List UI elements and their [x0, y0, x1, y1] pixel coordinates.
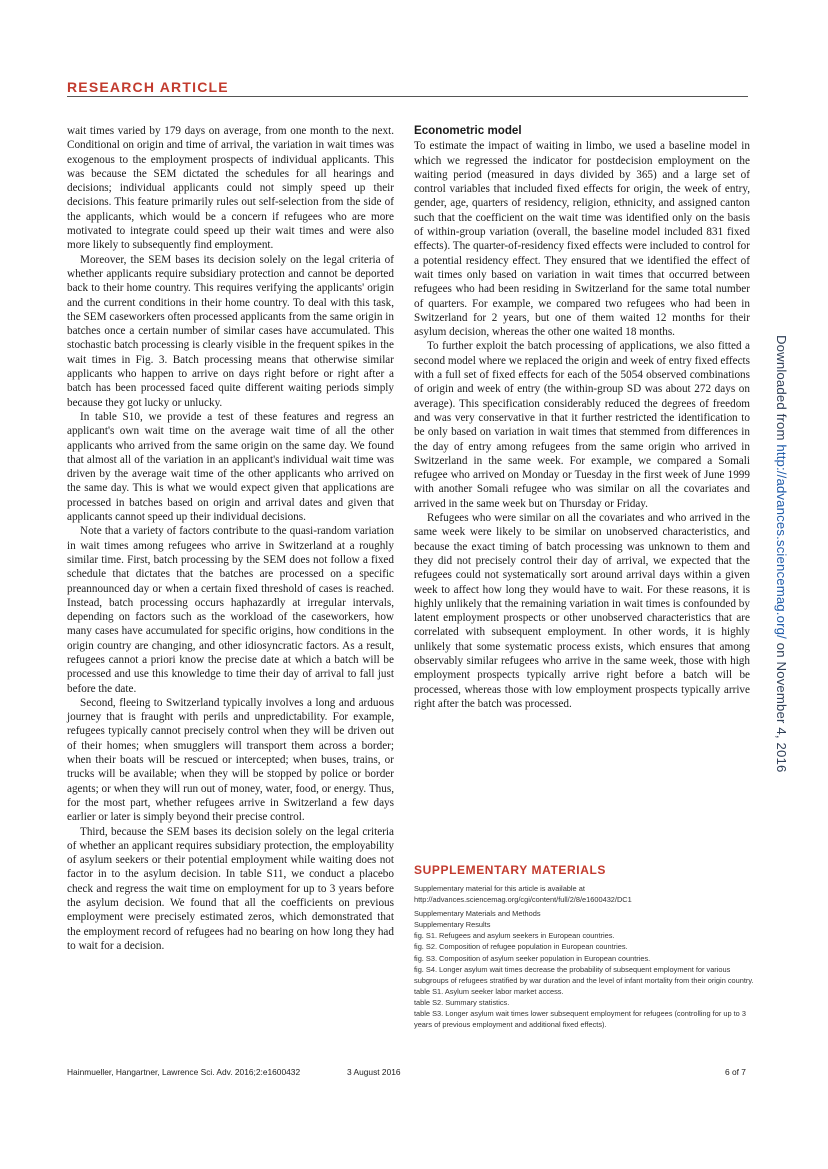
subsection-heading: Econometric model: [414, 124, 522, 137]
body-paragraph: Second, fleeing to Switzerland typically involves a long and arduous journey that is fraught with perils and unpredictability. For example, refugees typically cannot precisely control when they will be driven out of their homes; when smugglers will transport them across a border; when their boats will be rescued or intercepted; when buses, trains, or trucks will be available; when they will be stopped by police or border agents; or when they will run out of money, water, food, or energy. Thus, for the most part, whether refugees arrive in Switzerland a few days earlier or later is simply beyond their precise control.: [67, 696, 394, 824]
body-paragraph: Refugees who were similar on all the covariates and who arrived in the same week were likely to be similar on unobserved characteristics, and because the exact timing of batch processing was unknown to them and they did not precisely control their day of arrival, we expected that the refugees could not systematically sort around arrival days within a given week to affect how long they would have to wait. For these reasons, it is highly unlikely that the remaining variation in wait times is confounded by latent employment prospects or other unobserved characteristics that are correlated with subsequent employment. In other words, it is highly unlikely that some systematic process exists, which ensures that among observably similar refugees who arrive in the same week, those with high employment prospects typically arrive right before a batch will be processed, whereas those with low employment prospects typically arrive right after the batch was processed.: [414, 512, 750, 710]
page-number: 6 of 7: [725, 1067, 746, 1077]
supplementary-item: table S3. Longer asylum wait times lower subsequent employment for refugees (controlling for up to 3 years of previous employment and additional fixed effects).: [414, 1009, 746, 1030]
supplementary-heading: SUPPLEMENTARY MATERIALS: [414, 863, 607, 877]
section-label: RESEARCH ARTICLE: [67, 79, 229, 95]
footer-citation: Hainmueller, Hangartner, Lawrence Sci. Adv. 2016;2:e1600432: [67, 1067, 301, 1077]
supplementary-intro: Supplementary material for this article is available at http://advances.sciencemag.org/cgi/content/full/2/8/e1600432/DC1: [414, 884, 632, 905]
supplementary-materials: [414, 863, 754, 1030]
supplementary-item: fig. S1. Refugees and asylum seekers in European countries.: [414, 931, 615, 941]
footer-date: 3 August 2016: [347, 1067, 401, 1077]
body-paragraph: To further exploit the batch processing of applications, we also fitted a second model where we replaced the origin and week of entry fixed effects with a full set of fixed effects for each of the 5054 observed combinations of origin and week of entry (the within-group SD was about 272 days on average). This specification considerably reduced the degrees of freedom and was very conservative in that it further restricted the identification to be only based on variation in wait times that stemmed from differences in the day of entry among refugees from the same origin who arrived in Switzerland in the same week. For example, we compared a Somali refugee who arrived on Monday or Tuesday in the first week of June 1999 with another Somali refugee who was similar on all the covariates and arrived in the same week but on Thursday or Friday.: [414, 340, 750, 510]
supplementary-item: Supplementary Materials and Methods: [414, 909, 541, 919]
supplementary-item: Supplementary Results: [414, 920, 491, 930]
download-link[interactable]: http://advances.sciencemag.org/: [774, 444, 789, 639]
body-paragraph: wait times varied by 179 days on average, from one month to the next. Conditional on origin and time of arrival, the variation in wait times was exogenous to the employment prospects of individual applicants. This was because the SEM dictated the schedules for all hearings and decisions; individual applicants could not simply speed up their decisions. This feature primarily rules out self-selection from the side of the applicants, which would be a concern if refugees who are more motivated to integrate could speed up their wait times and were also more likely to subsequently find employment.: [67, 125, 394, 252]
download-date: on November 4, 2016: [774, 638, 789, 773]
supplementary-item: fig. S4. Longer asylum wait times decrease the probability of subsequent employment for various subgroups of refugees stratified by war duration and the level of infant mortality from their origin country.: [414, 964, 754, 985]
download-prefix: Downloaded from: [774, 335, 789, 445]
supplementary-list: [414, 908, 754, 1030]
body-paragraph: Note that a variety of factors contribute to the quasi-random variation in wait times among refugees who arrive in Switzerland at a roughly similar time. First, batch processing by the SEM does not follow a fixed schedule that dictates that the batches are processed on a specific preannounced day or when a certain fixed threshold of cases is reached. Instead, batch processing occurs haphazardly at irregular intervals, depending on factors such as the workload of the caseworkers, how many cases have accumulated for specific origins, how conditions in the origin country are changing, and other idiosyncratic factors. As a result, refugees cannot a priori know the precise date at which a batch will be processed and use this knowledge to time their day of arrival to fall just before the date.: [67, 525, 394, 695]
download-watermark: [767, 335, 789, 775]
supplementary-item: fig. S3. Composition of asylum seeker population in European countries.: [414, 953, 651, 963]
download-note: [774, 335, 789, 772]
body-paragraph: Third, because the SEM bases its decision solely on the legal criteria of whether an applicant requires subsidiary protection, the employability of asylum seekers or their potential employment while waiting does not factor in to the asylum decision. In table S11, we conduct a placebo check and regress the wait time on employment for up to 3 years before the asylum decision. We found that all the coefficients on previous employment were precisely estimated zeros, which demonstrated that the employment record of refugees had no bearing on how long they had to wait for a decision.: [67, 825, 394, 952]
body-paragraph: Moreover, the SEM bases its decision solely on the legal criteria of whether applicants require subsidiary protection and cannot be deported back to their home country. This requires verifying the applicants' origin and the current conditions in their home country. To deal with this task, the SEM caseworkers often processed applicants from the same origin in batches once a certain number of similar cases have accumulated. This stochastic batch processing is clearly visible in the frequent spikes in the wait times in Fig. 3. Batch processing means that otherwise similar applicants who happen to arrive on days right before or right after a batch has been processed faced quite different waiting periods simply because they got lucky or unlucky.: [67, 253, 394, 409]
body-paragraph: In table S10, we provide a test of these features and regress an applicant's own wait time on the average wait time of all the other applicants who arrived from the same origin on the same day. We found that almost all of the variation in an applicant's individual wait time was driven by the average wait time of the other applicants who arrived on the same day. This is what we would expect given that applications are processed in batches based on origin and arrival dates and given that applicants cannot speed up their individual decisions.: [67, 410, 394, 524]
body-paragraph: To estimate the impact of waiting in limbo, we used a baseline model in which we regressed the indicator for postdecision employment on the waiting period (measured in days divided by 365) and a large set of control variables that included fixed effects for origin, the week of entry, gender, age, quarters of residency, religion, ethnicity, and assigned canton such that the coefficient on the wait time was identified only on the basis of within-group variation (overall, the baseline model included 831 fixed effects). The quarter-of-residency fixed effects were included to control for a potential residency effect. They ensured that we identified the effect of wait times only based on variation in wait times that occurred between refugees who had been residing in Switzerland for the same total number of quarters. For example, we compared two refugees who had been in Switzerland for 2 years, but one of them waited 12 months for their asylum decision, whereas the other one waited 18 months.: [414, 140, 750, 339]
supplementary-item: table S2. Summary statistics.: [414, 997, 510, 1007]
supplementary-item: fig. S2. Composition of refugee population in European countries.: [414, 942, 628, 952]
right-column: [414, 124, 750, 711]
header-rule: [67, 96, 748, 97]
left-column: [67, 124, 394, 953]
supplementary-item: table S1. Asylum seeker labor market access.: [414, 986, 564, 996]
